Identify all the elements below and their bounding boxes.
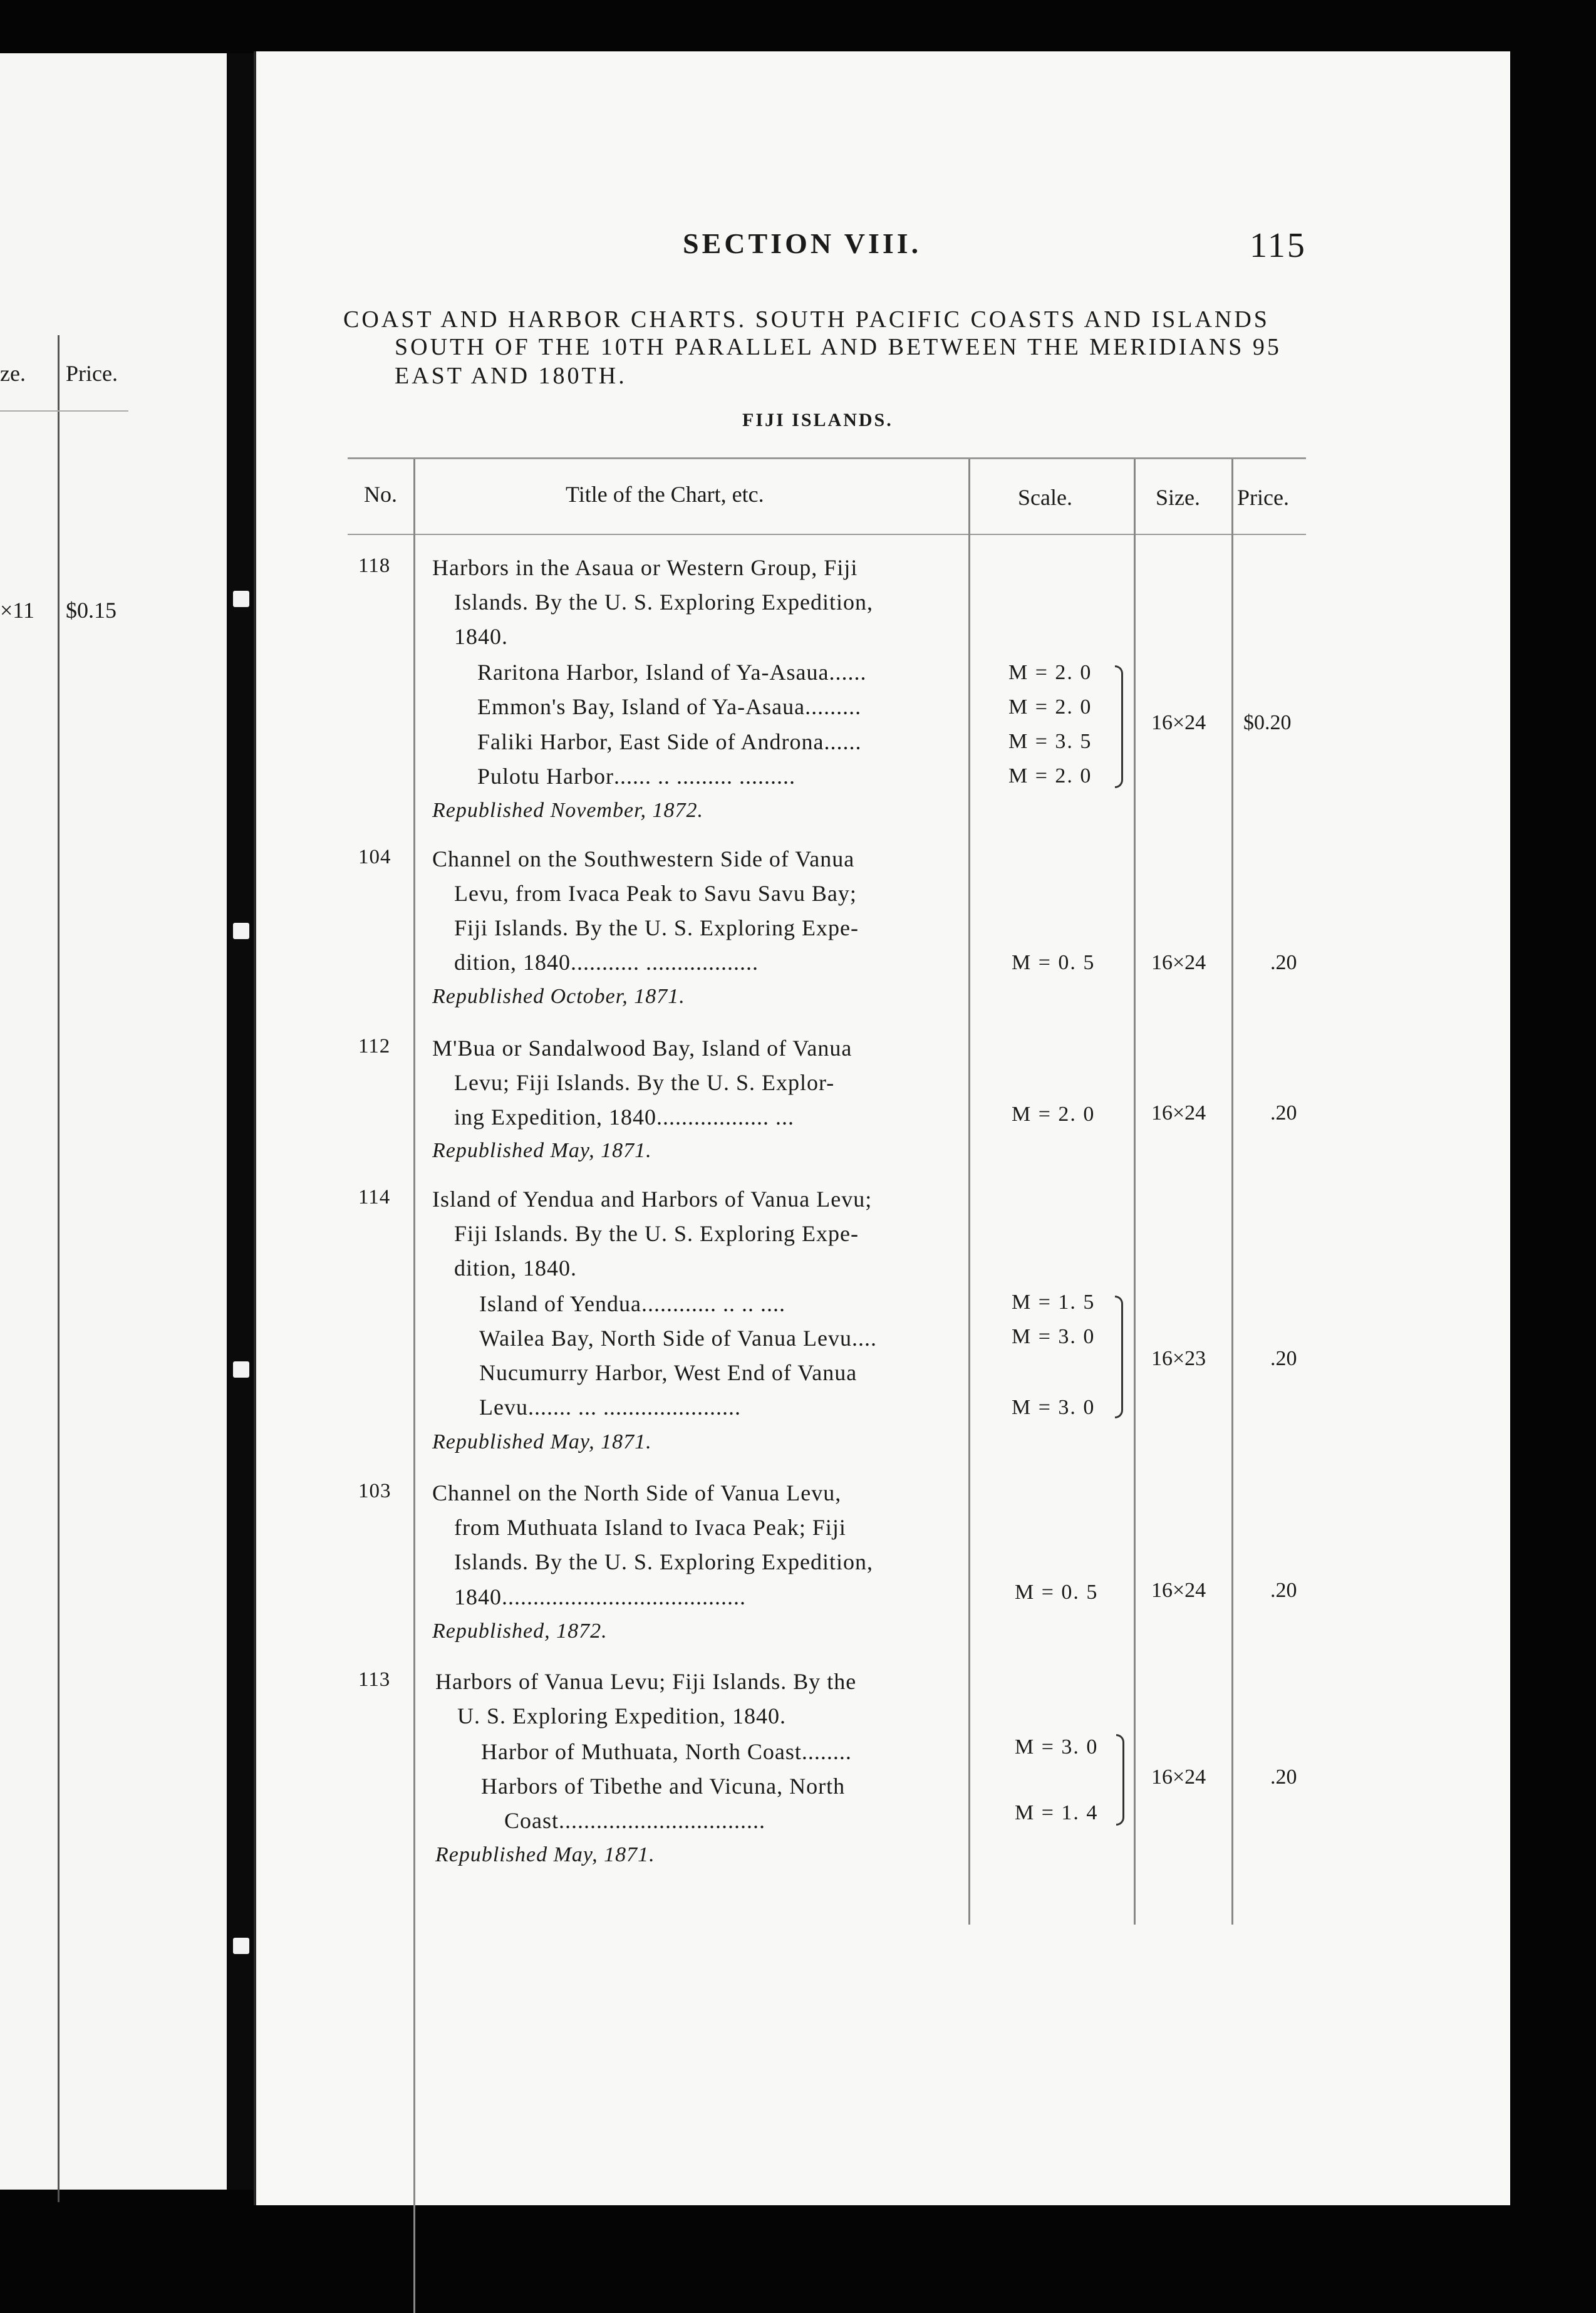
republished-note: Republished November, 1872. (432, 799, 704, 822)
heading-line-2: SOUTH OF THE 10TH PARALLEL AND BETWEEN THE MERIDIANS 95 (395, 334, 1282, 360)
entry-title-line: 1840. (454, 624, 508, 649)
grouping-brace (1115, 665, 1123, 788)
col-header-no: No. (364, 482, 397, 507)
spine-mark (233, 591, 249, 607)
sub-chart-title: Nucumurry Harbor, West End of Vanua (479, 1360, 858, 1385)
entry-number: 113 (358, 1668, 391, 1691)
scale-value: M = 3. 0 (1012, 1396, 1096, 1419)
sub-chart-title: Pulotu Harbor...... .. ......... ......... (477, 764, 795, 789)
entry-title-line: from Muthuata Island to Ivaca Peak; Fiji (454, 1515, 846, 1540)
page-number: 115 (1250, 226, 1307, 265)
col-header-price: Price. (1237, 485, 1289, 510)
price-value: $0.20 (1243, 711, 1292, 734)
entry-title-line: U. S. Exploring Expedition, 1840. (457, 1703, 786, 1728)
size-value: 16×24 (1151, 1579, 1206, 1602)
republished-note: Republished May, 1871. (435, 1843, 655, 1866)
size-value: 16×24 (1151, 1765, 1206, 1789)
sub-chart-title: Island of Yendua............ .. .. .... (479, 1291, 785, 1316)
prev-col-size: ze. (0, 361, 26, 386)
column-rule-size (1231, 459, 1233, 1925)
size-value: 16×24 (1151, 1101, 1206, 1125)
price-value: .20 (1270, 1101, 1297, 1125)
republished-note: Republished May, 1871. (432, 1430, 652, 1453)
prev-column-rule (58, 335, 60, 2202)
sub-chart-title: Faliki Harbor, East Side of Androna...... (477, 729, 862, 754)
book-spine (227, 53, 257, 2190)
sub-chart-title: Coast................................. (504, 1808, 766, 1833)
col-header-title: Title of the Chart, etc. (566, 482, 764, 507)
scale-value: M = 0. 5 (1015, 1581, 1099, 1604)
heading-line-1: COAST AND HARBOR CHARTS. SOUTH PACIFIC COASTS AND ISLANDS (343, 306, 1270, 333)
price-value: .20 (1270, 1765, 1297, 1789)
col-header-scale: Scale. (1018, 485, 1072, 510)
prev-col-price: Price. (66, 361, 118, 386)
price-value: .20 (1270, 951, 1297, 974)
scale-value: M = 0. 5 (1012, 951, 1096, 974)
col-header-size: Size. (1156, 485, 1200, 510)
entry-title-line: dition, 1840. (454, 1255, 578, 1281)
scale-value: M = 2. 0 (1008, 661, 1092, 684)
subheading: FIJI ISLANDS. (742, 410, 893, 430)
entry-number: 112 (358, 1035, 391, 1058)
scale-value: M = 1. 5 (1012, 1291, 1096, 1314)
entry-title-line: Channel on the North Side of Vanua Levu, (432, 1480, 842, 1505)
spine-mark (233, 923, 249, 939)
heading-line-3: EAST AND 180TH. (395, 363, 627, 389)
entry-title-line: Levu; Fiji Islands. By the U. S. Explor- (454, 1070, 835, 1095)
sub-chart-title: Wailea Bay, North Side of Vanua Levu.... (479, 1326, 877, 1351)
column-rule-scale (1134, 459, 1136, 1925)
entry-title-line: Islands. By the U. S. Exploring Expedition, (454, 590, 873, 615)
prev-size-value: ×11 (0, 598, 34, 623)
scale-value: M = 2. 0 (1008, 695, 1092, 719)
scale-value: M = 2. 0 (1012, 1103, 1096, 1126)
size-value: 16×23 (1151, 1347, 1206, 1370)
scale-value: M = 2. 0 (1008, 764, 1092, 787)
table-top-rule (348, 457, 1306, 459)
entry-number: 104 (358, 846, 391, 868)
prev-header-rule (0, 410, 128, 412)
sub-chart-title: Raritona Harbor, Island of Ya-Asaua...... (477, 660, 867, 685)
scale-value: M = 3. 5 (1008, 730, 1092, 753)
size-value: 16×24 (1151, 951, 1206, 974)
entry-title-line: M'Bua or Sandalwood Bay, Island of Vanua (432, 1036, 852, 1061)
scale-value: M = 3. 0 (1015, 1735, 1099, 1759)
grouping-brace (1116, 1734, 1124, 1826)
column-rule-no (413, 459, 415, 2313)
entry-title-line: Fiji Islands. By the U. S. Exploring Expe- (454, 1221, 859, 1246)
entry-title-line: Harbors of Vanua Levu; Fiji Islands. By the (435, 1669, 857, 1694)
sub-chart-title: Levu....... ... ...................... (479, 1395, 741, 1420)
entry-title-line: Fiji Islands. By the U. S. Exploring Expe- (454, 915, 859, 940)
entry-title-line: Islands. By the U. S. Exploring Expedition, (454, 1549, 873, 1574)
entry-title-line: 1840....................................... (454, 1584, 746, 1609)
scale-value: M = 3. 0 (1012, 1325, 1096, 1348)
table-header-rule (348, 534, 1306, 535)
sub-chart-title: Harbors of Tibethe and Vicuna, North (481, 1774, 846, 1799)
price-value: .20 (1270, 1579, 1297, 1602)
grouping-brace (1115, 1296, 1123, 1418)
sub-chart-title: Emmon's Bay, Island of Ya-Asaua......... (477, 694, 862, 719)
sub-chart-title: Harbor of Muthuata, North Coast........ (481, 1739, 852, 1764)
spine-mark (233, 1361, 249, 1378)
price-value: .20 (1270, 1347, 1297, 1370)
entry-title-line: dition, 1840........... .................. (454, 950, 759, 975)
entry-number: 114 (358, 1186, 391, 1208)
entry-title-line: ing Expedition, 1840.................. ... (454, 1105, 794, 1130)
entry-title-line: Harbors in the Asaua or Western Group, Fiji (432, 555, 858, 580)
spine-mark (233, 1938, 249, 1954)
republished-note: Republished May, 1871. (432, 1139, 652, 1162)
entry-title-line: Levu, from Ivaca Peak to Savu Savu Bay; (454, 881, 857, 906)
entry-title-line: Island of Yendua and Harbors of Vanua Levu; (432, 1187, 873, 1212)
size-value: 16×24 (1151, 711, 1206, 734)
entry-number: 118 (358, 554, 391, 577)
scale-value: M = 1. 4 (1015, 1801, 1099, 1824)
entry-title-line: Channel on the Southwestern Side of Vanua (432, 846, 855, 871)
republished-note: Republished, 1872. (432, 1619, 608, 1643)
section-title: SECTION VIII. (683, 227, 922, 259)
entry-number: 103 (358, 1480, 391, 1502)
column-rule-title (968, 459, 970, 1925)
republished-note: Republished October, 1871. (432, 985, 685, 1008)
prev-price-value: $0.15 (66, 598, 117, 623)
previous-page-fragment (0, 53, 227, 2190)
